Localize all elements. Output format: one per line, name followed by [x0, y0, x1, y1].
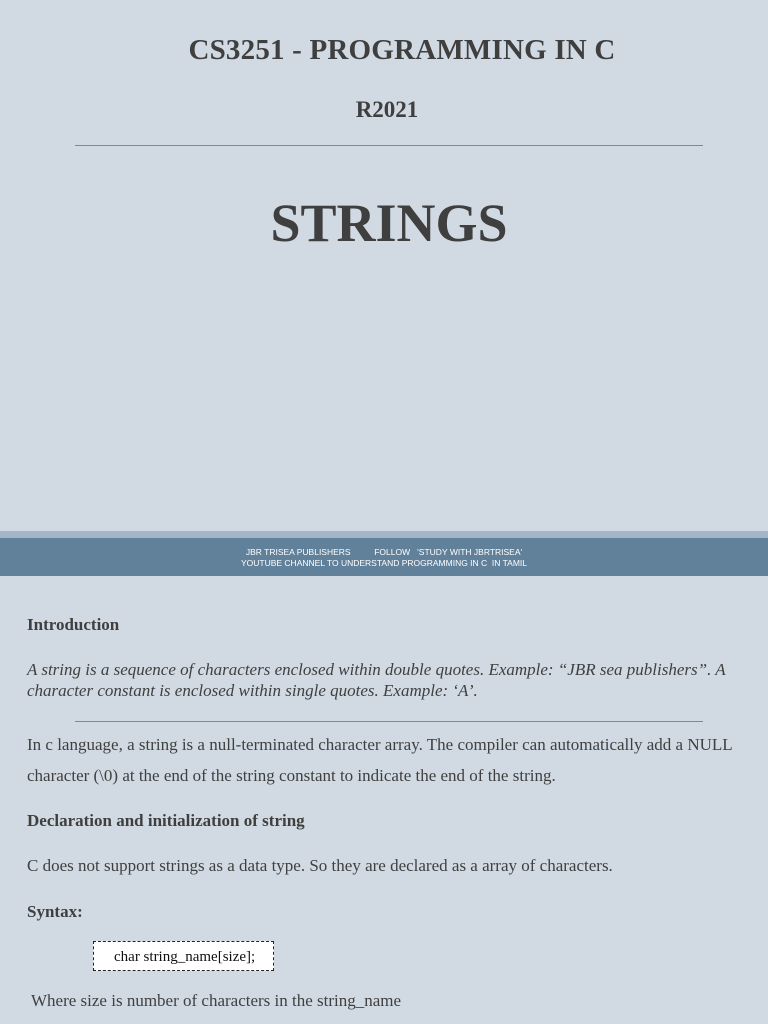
band-accent-stripe — [0, 531, 768, 538]
syntax-heading: Syntax: — [27, 902, 83, 921]
cover-divider — [75, 145, 703, 146]
syntax-code-box: char string_name[size]; — [93, 941, 274, 971]
null-terminated-paragraph: In c language, a string is a null-terminated character array. The compiler can automatically add a NULL character (\0) at the end of the string constant to indicate the end of the string. — [27, 735, 733, 785]
declaration-heading: Declaration and initialization of string — [27, 811, 305, 830]
topic-heading: STRINGS — [270, 193, 508, 253]
publisher-band-line1: JBR TRISEA PUBLISHERS FOLLOW 'STUDY WITH JBRTRISEA' — [245, 547, 523, 557]
regulation-label: R2021 — [355, 97, 419, 122]
course-title: CS3251 - PROGRAMMING IN C — [188, 34, 616, 66]
publisher-band-line2: YOUTUBE CHANNEL TO UNDERSTAND PROGRAMMING IN C IN TAMIL — [240, 558, 528, 568]
intro-paragraph: A string is a sequence of characters enclosed within double quotes. Example: “JBR sea publishers”. A character constant is enclosed within single quotes. Example: ‘A’. — [27, 660, 726, 700]
size-note: Where size is number of characters in the string_name — [31, 991, 402, 1010]
content-section — [0, 576, 768, 1024]
declaration-paragraph: C does not support strings as a data type. So they are declared as a array of characters. — [27, 856, 613, 875]
section-divider — [75, 721, 703, 722]
intro-heading: Introduction — [27, 615, 120, 634]
publisher-band — [0, 538, 768, 576]
